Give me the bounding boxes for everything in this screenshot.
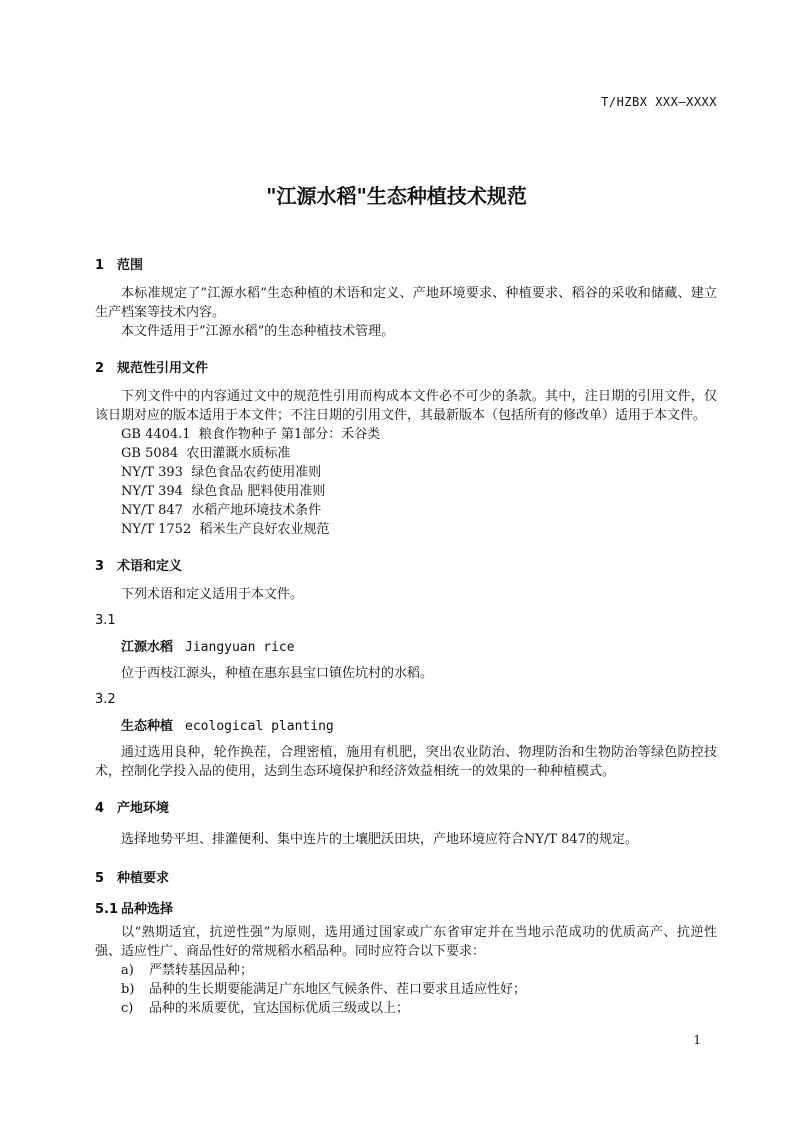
document-title: "江源水稻"生态种植技术规范 [266,184,527,208]
paragraph: 选择地势平坦、排灌便利、集中连片的土壤肥沃田块，产地环境应符合NY/T 847的规定。 [121,832,638,847]
paragraph: 本标准规定了”江源水稻”生态种植的术语和定义、产地环境要求、种植要求、稻谷的采收和储藏、建立生产档案等技术内容。 [95,286,717,320]
term-english: Jiangyuan rice [185,640,295,655]
reference-title: 水稻产地环境技术条件 [191,503,322,518]
section-heading-terms [95,555,717,574]
section-number: 4 [95,801,105,816]
term-entry [95,715,717,734]
list-item [95,980,717,999]
subsection-number: 5.1 [95,902,119,917]
reference-title: 农田灌溉水质标准 [186,446,291,461]
section-number: 3 [95,559,105,574]
list-item [95,999,717,1018]
reference-item [95,501,717,520]
section-number: 1 [95,258,105,273]
subsection-title: 品种选择 [121,902,174,917]
term-chinese: 生态种植 [121,719,174,734]
section-heading-planting-requirements [95,867,717,886]
reference-item [95,520,717,539]
document-code: T/HZBX XXX—XXXX [601,95,717,109]
term-entry [95,636,717,655]
list-text: 品种的生长期要能满足广东地区气候条件、茬口要求且适应性好； [149,982,527,997]
paragraph: 下列术语和定义适用于本文件。 [121,587,304,602]
list-marker: b) [121,982,135,997]
term-number: 3.2 [95,692,116,707]
reference-title: 稻米生产良好农业规范 [199,522,330,537]
section-title: 术语和定义 [117,559,183,574]
term-definition: 通过选用良种，轮作换茬，合理密植，施用有机肥，突出农业防治、物理防治和生物防治等绿色防控技术，控制化学投入品的使用，达到生态环境保护和经济效益相统一的效果的一种种植模式。 [95,745,717,779]
reference-title: 绿色食品农药使用准则 [191,465,322,480]
page-number: 1 [693,1033,701,1047]
reference-list [95,425,717,539]
term-definition: 位于西枝江源头，种植在惠东县宝口镇佐坑村的水稻。 [121,666,434,681]
term-chinese: 江源水稻 [121,640,174,655]
term-number: 3.1 [95,613,116,628]
section-heading-scope [95,254,717,273]
paragraph: 下列文件中的内容通过文中的规范性引用而构成本文件必不可少的条款。其中，注日期的引用文件，仅该日期对应的版本适用于本文件；不注日期的引用文件，其最新版本（包括所有的修改单）适用于本文件。 [95,389,717,423]
reference-title: 粮食作物种子 第1部分：禾谷类 [198,427,381,442]
requirement-list [95,961,717,1018]
section-number: 2 [95,361,105,376]
reference-code: GB 4404.1 [121,427,191,442]
section-number: 5 [95,871,105,886]
reference-code: NY/T 394 [121,484,183,499]
paragraph: 以“熟期适宜，抗逆性强”为原则，选用通过国家或广东省审定并在当地示范成功的优质高产、抗逆性强、适应性广、商品性好的常规稻水稻品种。同时应符合以下要求： [95,925,717,959]
document-body [95,240,717,1018]
reference-code: GB 5084 [121,446,179,461]
reference-item [95,425,717,444]
term-english: ecological planting [185,719,334,734]
section-title: 产地环境 [117,801,170,816]
section-heading-normative-references [95,357,717,376]
reference-code: NY/T 847 [121,503,183,518]
subsection-heading-variety-selection [95,898,717,917]
reference-code: NY/T 1752 [121,522,192,537]
reference-code: NY/T 393 [121,465,183,480]
list-item [95,961,717,980]
section-heading-environment [95,797,717,816]
list-marker: c) [121,1001,134,1016]
reference-item [95,463,717,482]
section-title: 规范性引用文件 [117,361,209,376]
paragraph: 本文件适用于”江源水稻”的生态种植技术管理。 [121,324,395,339]
section-title: 范围 [117,258,144,273]
list-marker: a) [121,963,134,978]
reference-title: 绿色食品 肥料使用准则 [191,484,326,499]
list-text: 品种的米质要优，宜达国标优质三级或以上； [149,1001,410,1016]
reference-item [95,444,717,463]
list-text: 严禁转基因品种； [149,963,254,978]
section-title: 种植要求 [117,871,170,886]
reference-item [95,482,717,501]
